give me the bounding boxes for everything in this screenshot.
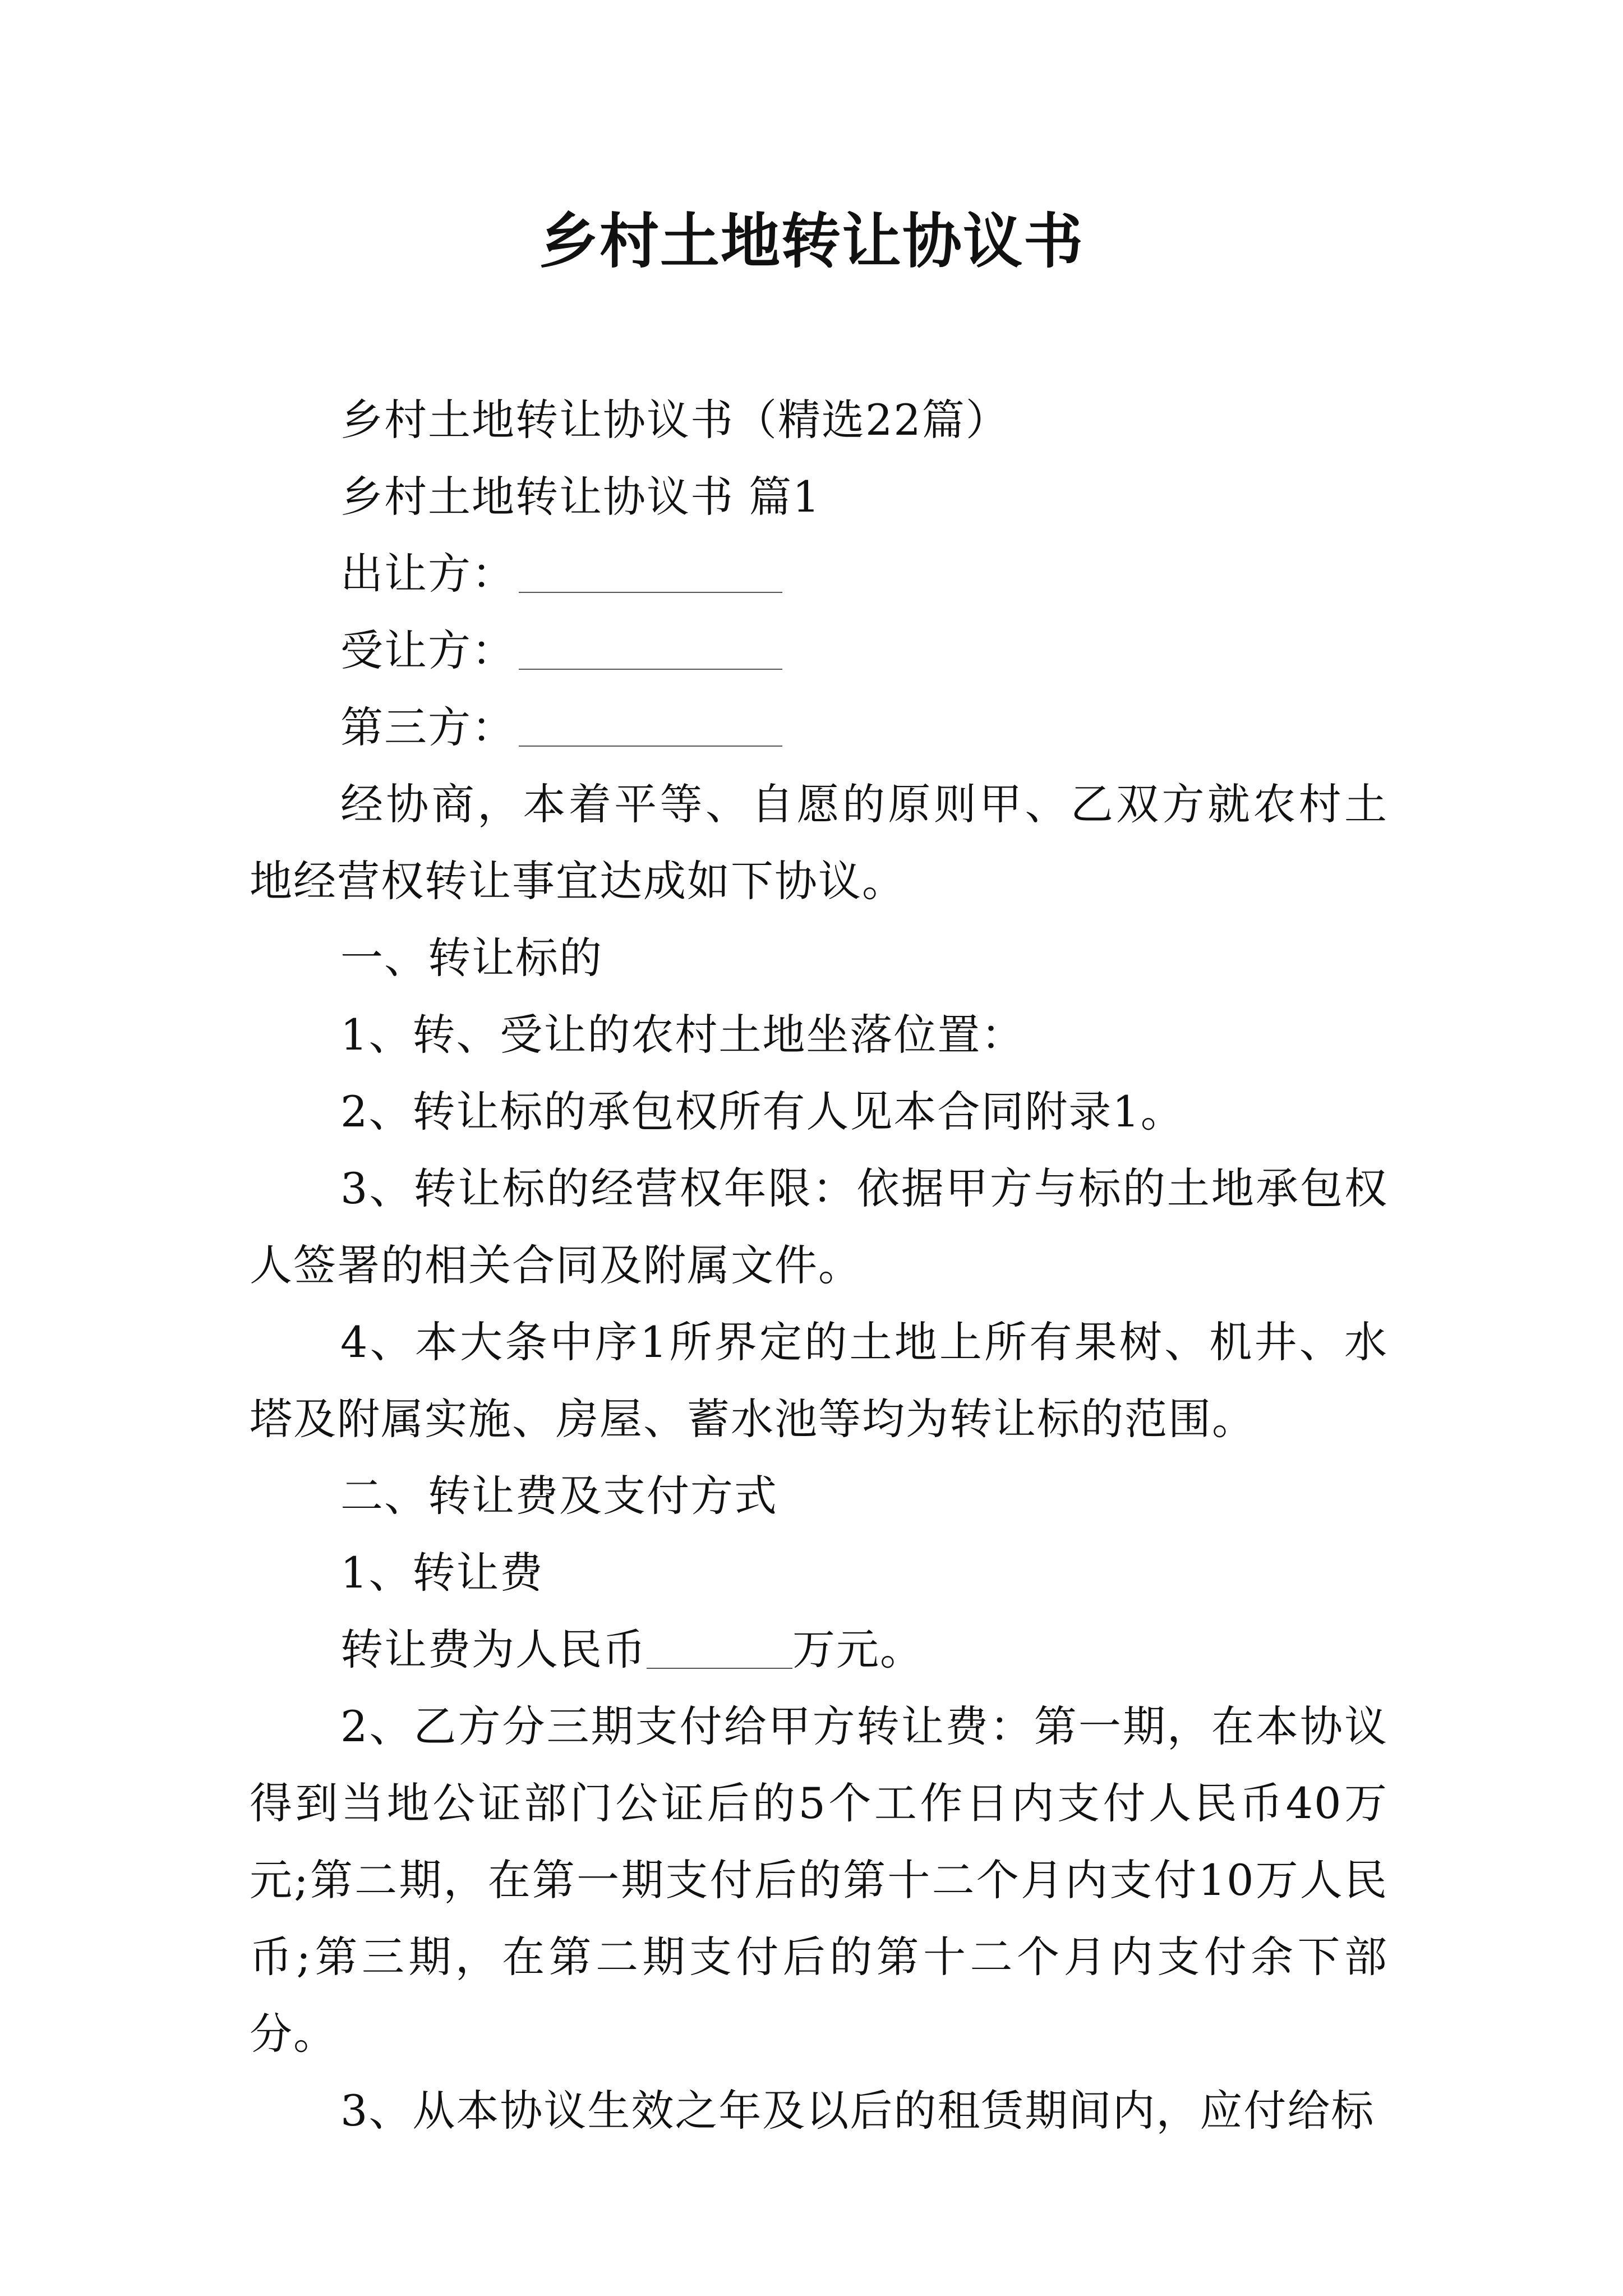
- section1-item4: 4、本大条中序1所界定的土地上所有果树、机井、水塔及附属实施、房屋、蓄水池等均为转让标的范围。: [250, 1317, 1388, 1444]
- transferee-label: 受让方：: [340, 625, 515, 675]
- section1-item3: 3、转让标的经营权年限：依据甲方与标的土地承包权人签署的相关合同及附属文件。: [250, 1163, 1388, 1290]
- third-party-blank: [519, 703, 782, 747]
- transferee-line: [250, 612, 1388, 689]
- section2-item2: 2、乙方分三期支付给甲方转让费：第一期，在本协议得到当地公证部门公证后的5个工作日内支付人民币40万元;第二期，在第一期支付后的第十二个月内支付10万人民币;第三期，在第二期支付后的第十二个月内支付余下部分。: [250, 1701, 1388, 2059]
- transferor-label: 出让方：: [340, 549, 515, 599]
- subtitle: 乡村土地转让协议书（精选22篇）: [340, 395, 1009, 445]
- section1-item2: 2、转让标的承包权所有人见本合同附录1。: [340, 1087, 1184, 1137]
- section-heading: 乡村土地转让协议书 篇1: [340, 472, 821, 522]
- section2-heading: 二、转让费及支付方式: [340, 1471, 778, 1521]
- transferee-blank: [519, 626, 782, 670]
- fee-prefix: 转让费为人民币: [340, 1625, 647, 1674]
- section2-item3: 3、从本协议生效之年及以后的租赁期间内，应付给标: [340, 2086, 1375, 2136]
- transferor-blank: [519, 549, 782, 593]
- fee-suffix: 万元。: [792, 1625, 924, 1674]
- section1-item1: 1、转、受让的农村土地坐落位置：: [340, 1010, 1025, 1060]
- third-party-line: [250, 689, 1388, 766]
- transferor-line: [250, 535, 1388, 612]
- intro-paragraph: 经协商，本着平等、自愿的原则甲、乙双方就农村土地经营权转让事宜达成如下协议。: [250, 779, 1388, 906]
- third-party-label: 第三方：: [340, 702, 515, 752]
- fee-line: [250, 1611, 1388, 1688]
- section1-heading: 一、转让标的: [340, 933, 603, 983]
- fee-blank: [647, 1625, 792, 1669]
- document-body: [250, 381, 1388, 2149]
- section2-item1: 1、转让费: [340, 1548, 544, 1598]
- document-title: 乡村土地转让协议书: [539, 206, 1084, 276]
